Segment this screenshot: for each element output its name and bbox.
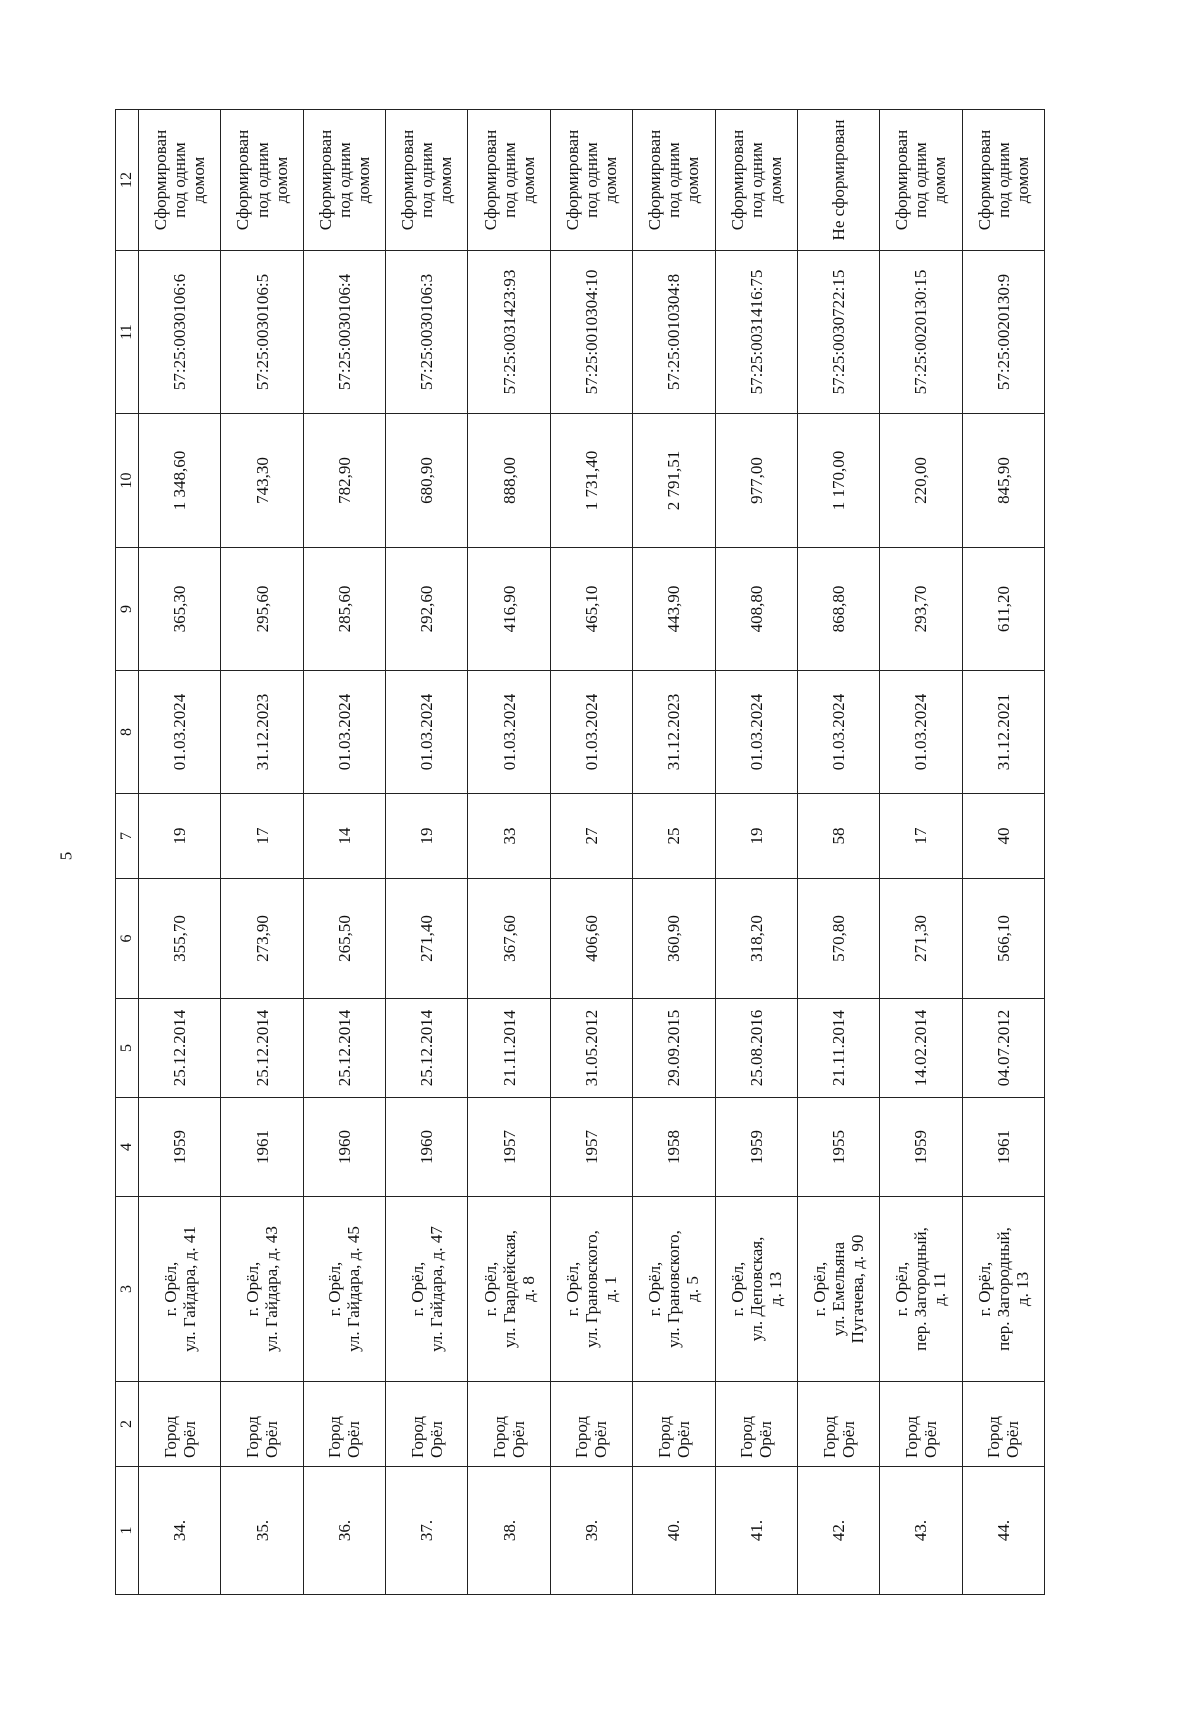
cell-settlement (633, 1382, 715, 1467)
cell-row-number: 35. (221, 1467, 303, 1595)
cell-cadastral-number: 57:25:0020130:15 (880, 251, 962, 414)
cell-planned-date: 01.03.2024 (468, 671, 550, 794)
cell-area: 265,50 (303, 879, 385, 999)
cell-year: 1959 (139, 1098, 221, 1197)
cell-planned-date: 01.03.2024 (386, 671, 468, 794)
table-row (550, 110, 632, 1595)
cell-date-recognized: 25.12.2014 (386, 999, 468, 1098)
cell-settlement (221, 1382, 303, 1467)
cell-line: домом (353, 156, 373, 204)
cell-total-area: 295,60 (221, 548, 303, 671)
cell-residents: 19 (139, 794, 221, 879)
table-row (715, 110, 797, 1595)
cell-settlement (550, 1382, 632, 1467)
cell-row-number: 42. (797, 1467, 879, 1595)
cell-cadastral-number: 57:25:0031423:93 (468, 251, 550, 414)
cell-area: 570,80 (797, 879, 879, 999)
cell-area: 355,70 (139, 879, 221, 999)
column-header: 2 (116, 1382, 139, 1467)
column-header: 7 (116, 794, 139, 879)
cell-line: д. 13 (1012, 1271, 1032, 1307)
cell-line: ул. Гайдара, д. 41 (179, 1226, 199, 1352)
cell-line: Город (901, 1416, 921, 1458)
cell-settlement (303, 1382, 385, 1467)
cell-line: под одним (581, 142, 601, 218)
cell-planned-date: 01.03.2024 (880, 671, 962, 794)
cell-line: г. Орёл, (892, 1261, 912, 1317)
cell-cadastral-number: 57:25:0010304:8 (633, 251, 715, 414)
cell-land-area: 888,00 (468, 414, 550, 548)
cell-land-area: 845,90 (962, 414, 1044, 548)
cell-year: 1957 (550, 1098, 632, 1197)
cell-date-recognized: 31.05.2012 (550, 999, 632, 1098)
cell-planned-date: 31.12.2023 (221, 671, 303, 794)
cell-status (386, 110, 468, 251)
cell-line: под одним (746, 142, 766, 218)
cell-line: д. 8 (518, 1276, 538, 1302)
column-header: 8 (116, 671, 139, 794)
cell-line: Город (243, 1416, 262, 1458)
table-row (633, 110, 715, 1595)
cell-line: Орёл (838, 1421, 858, 1458)
cell-status (797, 110, 879, 251)
cell-planned-date: 31.12.2021 (962, 671, 1044, 794)
cell-date-recognized: 14.02.2014 (880, 999, 962, 1098)
cell-settlement (139, 1382, 221, 1467)
cell-line: Сформирован (151, 129, 171, 231)
cell-total-area: 408,80 (715, 548, 797, 671)
cell-line: под одним (334, 142, 354, 218)
column-header: 9 (116, 548, 139, 671)
cell-date-recognized: 21.11.2014 (797, 999, 879, 1098)
cell-line: под одним (417, 142, 437, 218)
cell-planned-date: 01.03.2024 (303, 671, 385, 794)
cell-settlement (468, 1382, 550, 1467)
cell-land-area: 680,90 (386, 414, 468, 548)
cell-land-area: 743,30 (221, 414, 303, 548)
cell-date-recognized: 25.12.2014 (139, 999, 221, 1098)
cell-settlement (962, 1382, 1044, 1467)
column-number-row (116, 110, 139, 1595)
table-row (880, 110, 962, 1595)
table-body (139, 110, 1045, 1595)
cell-cadastral-number: 57:25:0030106:3 (386, 251, 468, 414)
cell-year: 1960 (303, 1098, 385, 1197)
page-number: 5 (56, 851, 76, 861)
cell-settlement (386, 1382, 468, 1467)
cell-area: 360,90 (633, 879, 715, 999)
cell-address (221, 1197, 303, 1382)
cell-line: Сформирован (645, 129, 665, 231)
cell-line: г. Орёл, (407, 1261, 427, 1317)
cell-line: г. Орёл, (645, 1261, 665, 1317)
cell-line: г. Орёл, (562, 1261, 582, 1317)
cell-total-area: 365,30 (139, 548, 221, 671)
column-header: 6 (116, 879, 139, 999)
table-row (386, 110, 468, 1595)
cell-land-area: 220,00 (880, 414, 962, 548)
cell-year: 1958 (633, 1098, 715, 1197)
cell-planned-date: 01.03.2024 (797, 671, 879, 794)
column-header: 12 (116, 110, 139, 251)
cell-line: ул. Гайдара, д. 43 (262, 1226, 282, 1352)
cell-residents: 27 (550, 794, 632, 879)
cell-residents: 19 (715, 794, 797, 879)
cell-address (880, 1197, 962, 1382)
cell-row-number: 39. (550, 1467, 632, 1595)
cell-status (962, 110, 1044, 251)
cell-line: Пугачева, д. 90 (848, 1234, 868, 1344)
column-header: 11 (116, 251, 139, 414)
cell-line: д. 13 (765, 1271, 785, 1307)
cell-line: Сформирован (233, 129, 253, 231)
cell-residents: 17 (221, 794, 303, 879)
cell-line: домом (765, 156, 785, 204)
cell-line: Город (654, 1416, 674, 1458)
table-row (303, 110, 385, 1595)
cell-area: 271,40 (386, 879, 468, 999)
cell-line: домом (189, 156, 209, 204)
cell-line: пер. Загородный, (993, 1227, 1013, 1351)
cell-row-number: 44. (962, 1467, 1044, 1595)
cell-cadastral-number: 57:25:0020130:9 (962, 251, 1044, 414)
cell-year: 1961 (221, 1098, 303, 1197)
cell-line: г. Орёл, (325, 1261, 345, 1317)
cell-area: 566,10 (962, 879, 1044, 999)
cell-year: 1961 (962, 1098, 1044, 1197)
column-header: 5 (116, 999, 139, 1098)
cell-residents: 14 (303, 794, 385, 879)
cell-cadastral-number: 57:25:0030106:5 (221, 251, 303, 414)
cell-status (633, 110, 715, 251)
cell-cadastral-number: 57:25:0030106:6 (139, 251, 221, 414)
cell-address (303, 1197, 385, 1382)
cell-status (221, 110, 303, 251)
cell-line: Орёл (1003, 1421, 1023, 1458)
cell-line: Сформирован (480, 129, 500, 231)
cell-total-area: 416,90 (468, 548, 550, 671)
cell-land-area: 1 170,00 (797, 414, 879, 548)
cell-line: Не сформирован (829, 119, 849, 241)
cell-status (303, 110, 385, 251)
cell-row-number: 43. (880, 1467, 962, 1595)
cell-status (880, 110, 962, 251)
cell-cadastral-number: 57:25:0030106:4 (303, 251, 385, 414)
column-header: 4 (116, 1098, 139, 1197)
cell-area: 318,20 (715, 879, 797, 999)
cell-line: г. Орёл, (727, 1261, 747, 1317)
cell-line: Орёл (673, 1421, 693, 1458)
column-header: 10 (116, 414, 139, 548)
cell-address (797, 1197, 879, 1382)
cell-line: под одним (499, 142, 519, 218)
cell-total-area: 293,70 (880, 548, 962, 671)
cell-line: Город (572, 1416, 592, 1458)
cell-land-area: 782,90 (303, 414, 385, 548)
cell-status (715, 110, 797, 251)
cell-date-recognized: 21.11.2014 (468, 999, 550, 1098)
cell-address (468, 1197, 550, 1382)
table-row (468, 110, 550, 1595)
cell-row-number: 41. (715, 1467, 797, 1595)
cell-total-area: 868,80 (797, 548, 879, 671)
cell-line: г. Орёл, (974, 1261, 994, 1317)
cell-line: Орёл (756, 1421, 776, 1458)
cell-year: 1955 (797, 1098, 879, 1197)
cell-address (139, 1197, 221, 1382)
cell-land-area: 977,00 (715, 414, 797, 548)
cell-date-recognized: 04.07.2012 (962, 999, 1044, 1098)
cell-line: Сформирован (892, 129, 912, 231)
cell-line: ул. Гвардейская, (499, 1230, 519, 1348)
cell-line: ул. Гайдара, д. 47 (426, 1226, 446, 1352)
cell-cadastral-number: 57:25:0031416:75 (715, 251, 797, 414)
cell-year: 1957 (468, 1098, 550, 1197)
table-row (221, 110, 303, 1595)
cell-settlement (880, 1382, 962, 1467)
cell-residents: 19 (386, 794, 468, 879)
table-row (797, 110, 879, 1595)
cell-line: Сформирован (315, 129, 335, 231)
cell-date-recognized: 29.09.2015 (633, 999, 715, 1098)
cell-line: Орёл (509, 1421, 529, 1458)
cell-address (715, 1197, 797, 1382)
cell-year: 1959 (880, 1098, 962, 1197)
cell-line: Город (737, 1416, 757, 1458)
cell-residents: 40 (962, 794, 1044, 879)
cell-residents: 33 (468, 794, 550, 879)
cell-total-area: 611,20 (962, 548, 1044, 671)
cell-line: Орёл (262, 1421, 282, 1458)
cell-line: Город (984, 1416, 1004, 1458)
column-header: 1 (116, 1467, 139, 1595)
cell-line: пер. Загородный, (911, 1227, 931, 1351)
cell-residents: 25 (633, 794, 715, 879)
cell-residents: 17 (880, 794, 962, 879)
cell-year: 1959 (715, 1098, 797, 1197)
table-row (139, 110, 221, 1595)
cell-line: ул. Деповская, (746, 1236, 766, 1342)
cell-row-number: 38. (468, 1467, 550, 1595)
rotated-table-wrapper (115, 110, 1045, 1595)
cell-line: ул. Емельяна (829, 1241, 849, 1337)
cell-line: Орёл (179, 1421, 199, 1458)
cell-line: под одним (911, 142, 931, 218)
cell-settlement (797, 1382, 879, 1467)
cell-total-area: 465,10 (550, 548, 632, 671)
cell-line: Орёл (920, 1421, 940, 1458)
cell-status (139, 110, 221, 251)
cell-line: Орёл (344, 1421, 364, 1458)
cell-planned-date: 01.03.2024 (550, 671, 632, 794)
cell-line: под одним (993, 142, 1013, 218)
cell-line: г. Орёл, (243, 1261, 262, 1317)
cell-residents: 58 (797, 794, 879, 879)
cell-line: под одним (664, 142, 684, 218)
cell-line: домом (930, 156, 950, 204)
cell-line: Город (407, 1416, 427, 1458)
cell-area: 271,30 (880, 879, 962, 999)
cell-status (468, 110, 550, 251)
cell-date-recognized: 25.08.2016 (715, 999, 797, 1098)
cell-row-number: 36. (303, 1467, 385, 1595)
table-row (962, 110, 1044, 1595)
cell-line: под одним (170, 142, 190, 218)
cell-line: Орёл (591, 1421, 611, 1458)
cell-address (633, 1197, 715, 1382)
cell-line: домом (271, 156, 291, 204)
cell-line: Город (325, 1416, 345, 1458)
cell-line: ул. Гайдара, д. 45 (344, 1226, 364, 1352)
cell-year: 1960 (386, 1098, 468, 1197)
cell-line: домом (1012, 156, 1032, 204)
cell-line: под одним (252, 142, 272, 218)
cell-line: домом (436, 156, 456, 204)
cell-total-area: 292,60 (386, 548, 468, 671)
cell-line: Орёл (426, 1421, 446, 1458)
cell-line: г. Орёл, (810, 1261, 829, 1317)
cell-cadastral-number: 57:25:0030722:15 (797, 251, 879, 414)
cell-row-number: 40. (633, 1467, 715, 1595)
cell-line: Сформирован (727, 129, 747, 231)
cell-date-recognized: 25.12.2014 (303, 999, 385, 1098)
cell-line: д. 1 (600, 1276, 620, 1302)
cell-line: домом (683, 156, 703, 204)
cell-address (386, 1197, 468, 1382)
cell-line: г. Орёл, (160, 1261, 180, 1317)
cell-settlement (715, 1382, 797, 1467)
cell-line: Сформирован (562, 129, 582, 231)
cell-line: д. 11 (930, 1272, 950, 1306)
cell-line: домом (600, 156, 620, 204)
housing-table (115, 109, 1045, 1595)
cell-line: Город (819, 1416, 839, 1458)
cell-area: 367,60 (468, 879, 550, 999)
cell-row-number: 34. (139, 1467, 221, 1595)
cell-planned-date: 01.03.2024 (139, 671, 221, 794)
cell-total-area: 443,90 (633, 548, 715, 671)
cell-area: 406,60 (550, 879, 632, 999)
cell-land-area: 1 348,60 (139, 414, 221, 548)
cell-line: ул. Грановского, (581, 1230, 601, 1348)
cell-line: домом (518, 156, 538, 204)
cell-cadastral-number: 57:25:0010304:10 (550, 251, 632, 414)
cell-land-area: 2 791,51 (633, 414, 715, 548)
cell-address (962, 1197, 1044, 1382)
cell-row-number: 37. (386, 1467, 468, 1595)
cell-line: Город (490, 1416, 510, 1458)
cell-line: Сформирован (974, 129, 994, 231)
cell-land-area: 1 731,40 (550, 414, 632, 548)
cell-total-area: 285,60 (303, 548, 385, 671)
cell-area: 273,90 (221, 879, 303, 999)
cell-line: г. Орёл, (480, 1261, 500, 1317)
cell-date-recognized: 25.12.2014 (221, 999, 303, 1098)
cell-line: Сформирован (398, 129, 418, 231)
cell-line: ул. Грановского, (664, 1230, 684, 1348)
cell-status (550, 110, 632, 251)
cell-line: Город (160, 1416, 180, 1458)
cell-planned-date: 31.12.2023 (633, 671, 715, 794)
cell-line: д. 5 (683, 1276, 703, 1302)
cell-address (550, 1197, 632, 1382)
cell-planned-date: 01.03.2024 (715, 671, 797, 794)
column-header: 3 (116, 1197, 139, 1382)
